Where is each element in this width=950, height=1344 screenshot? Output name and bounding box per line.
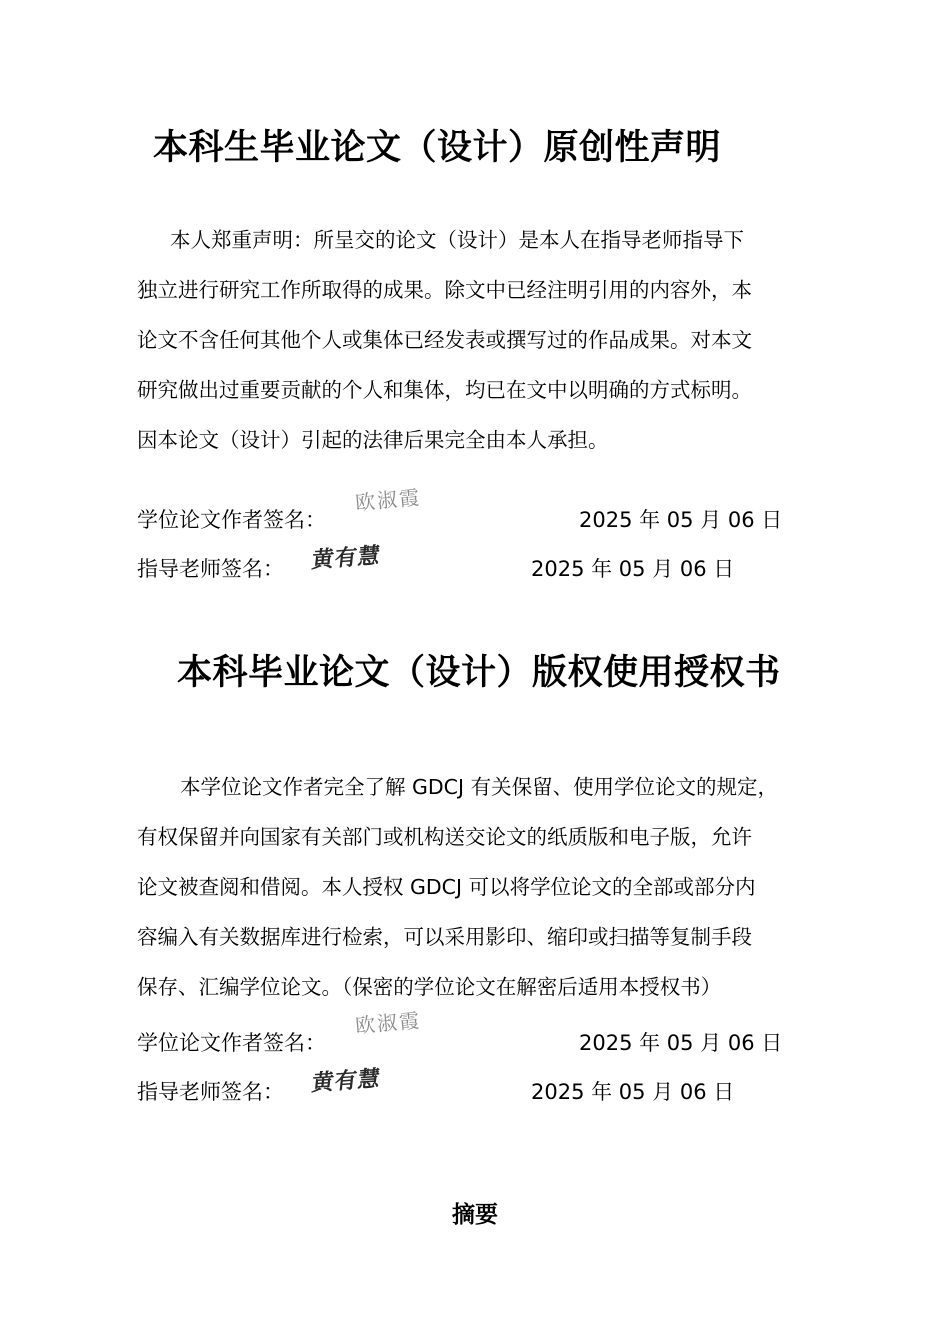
paragraph-line: 论文不含任何其他个人或集体已经发表或撰写过的作品成果。对本文 <box>137 328 752 352</box>
advisor-signature-row <box>137 1065 837 1116</box>
advisor-signature-date: 2025 年 05 月 06 日 <box>531 1080 735 1104</box>
author-signature-date: 2025 年 05 月 06 日 <box>579 508 783 532</box>
paragraph-line: 本学位论文作者完全了解 GDCJ 有关保留、使用学位论文的规定， <box>180 775 779 799</box>
advisor-signature: 黄有慧 <box>310 1065 383 1097</box>
paragraph-line: 因本论文（设计）引起的法律后果完全由本人承担。 <box>137 428 609 452</box>
advisor-signature-date: 2025 年 05 月 06 日 <box>531 557 735 581</box>
advisor-signature-row <box>137 542 837 593</box>
author-signature-row <box>137 1008 837 1067</box>
copyright-paragraph <box>137 762 778 1012</box>
originality-title: 本科生毕业论文（设计）原创性声明 <box>153 128 722 168</box>
author-signature-date: 2025 年 05 月 06 日 <box>579 1031 783 1055</box>
advisor-signature: 黄有慧 <box>310 542 383 574</box>
originality-paragraph <box>137 215 752 465</box>
paragraph-line: 论文被查阅和借阅。本人授权 GDCJ 可以将学位论文的全部或部分内 <box>137 875 756 899</box>
author-signature: 欧淑霞 <box>354 1008 423 1038</box>
advisor-signature-label: 指导老师签名： <box>137 1080 284 1104</box>
paragraph-line: 独立进行研究工作所取得的成果。除文中已经注明引用的内容外，本 <box>137 278 752 302</box>
abstract-title: 摘要 <box>452 1202 498 1228</box>
author-signature: 欧淑霞 <box>354 485 423 515</box>
paragraph-line: 本人郑重声明：所呈交的论文（设计）是本人在指导老师指导下 <box>170 228 744 252</box>
copyright-title: 本科毕业论文（设计）版权使用授权书 <box>177 653 781 693</box>
author-signature-row <box>137 485 837 544</box>
author-signature-label: 学位论文作者签名： <box>137 1031 326 1055</box>
paragraph-line: 容编入有关数据库进行检索，可以采用影印、缩印或扫描等复制手段 <box>137 925 752 949</box>
paragraph-line: 研究做出过重要贡献的个人和集体，均已在文中以明确的方式标明。 <box>137 378 752 402</box>
paragraph-line: 保存、汇编学位论文。（保密的学位论文在解密后适用本授权书） <box>137 975 722 999</box>
paragraph-line: 有权保留并向国家有关部门或机构送交论文的纸质版和电子版，允许 <box>137 825 752 849</box>
advisor-signature-label: 指导老师签名： <box>137 557 284 581</box>
author-signature-label: 学位论文作者签名： <box>137 508 326 532</box>
